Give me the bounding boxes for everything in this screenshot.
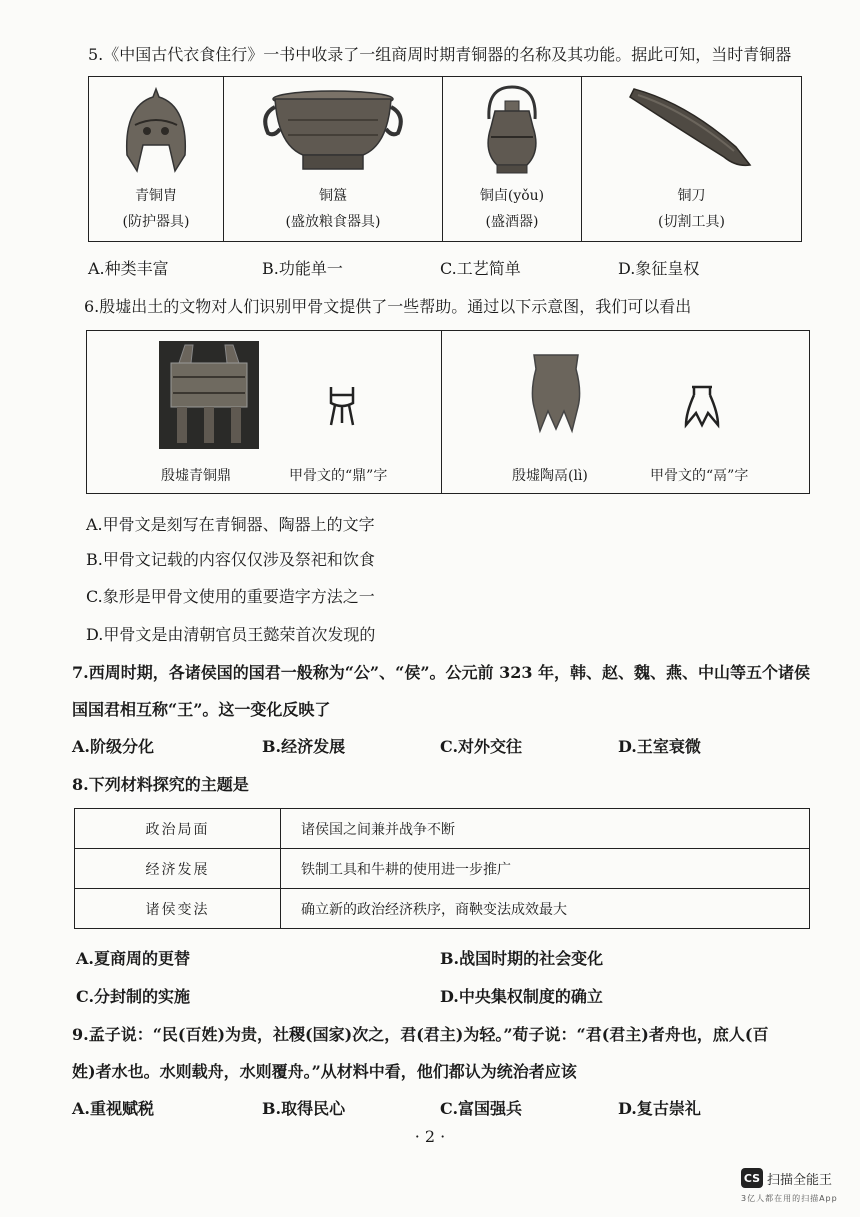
q8-option-d: D.中央集权制度的确立	[440, 987, 603, 1006]
q5-option-d: D.象征皇权	[618, 259, 700, 278]
q8-material-table	[74, 808, 810, 929]
q5-cell-knife	[582, 77, 801, 241]
question-7-stem-line2: 国国君相互称“王”。这一变化反映了	[72, 700, 331, 719]
bronze-you-image	[477, 81, 547, 177]
q8-option-c: C.分封制的实施	[76, 987, 191, 1006]
bronze-gui-image	[258, 85, 408, 175]
q5-item-function: (盛放粮食器具)	[285, 214, 381, 230]
q8-row-key: 诸侯变法	[75, 889, 281, 929]
q7-option-c: C.对外交往	[440, 737, 523, 756]
q8-row-value: 确立新的政治经济秩序，商鞅变法成效最大	[281, 889, 810, 929]
q8-option-b: B.战国时期的社会变化	[440, 949, 604, 968]
q8-row-value: 铁制工具和牛耕的使用进一步推广	[281, 849, 810, 889]
q6-option-c: C.象形是甲骨文使用的重要造字方法之一	[86, 587, 375, 606]
q5-option-c: C.工艺简单	[440, 259, 521, 278]
q5-item-function: (防护器具)	[122, 214, 190, 230]
oracle-ding-glyph	[325, 383, 359, 429]
q8-row-key: 经济发展	[75, 849, 281, 889]
page-number: · 2 ·	[414, 1127, 446, 1146]
q6-option-b: B.甲骨文记载的内容仅仅涉及祭祀和饮食	[86, 550, 375, 569]
bronze-helmet-image	[121, 85, 191, 175]
question-6-stem: 6.殷墟出土的文物对人们识别甲骨文提供了一些帮助。通过以下示意图，我们可以看出	[84, 297, 692, 316]
q8-option-a: A.夏商周的更替	[76, 949, 190, 968]
q9-option-d: D.复古崇礼	[618, 1099, 701, 1118]
q5-cell-you	[443, 77, 582, 241]
q9-option-b: B.取得民心	[262, 1099, 346, 1118]
q5-cell-gui	[224, 77, 443, 241]
bronze-ding-image	[159, 341, 259, 449]
question-5-stem: 5.《中国古代衣食住行》一书中收录了一组商周时期青铜器的名称及其功能。据此可知，当时青铜器	[88, 45, 792, 64]
q5-cell-helmet	[89, 77, 224, 241]
q8-row-key: 政治局面	[75, 809, 281, 849]
q5-item-function: (切割工具)	[658, 214, 725, 230]
table-row	[75, 889, 810, 929]
scanner-app-name: 扫描全能王	[767, 1172, 833, 1188]
q5-item-name: 铜簋	[319, 188, 347, 204]
q6-caption-ding: 殷墟青铜鼎	[161, 468, 231, 484]
q6-caption-ding-glyph: 甲骨文的“鼎”字	[289, 468, 388, 484]
table-row	[75, 809, 810, 849]
q6-panel-li	[442, 331, 807, 493]
scanner-logo-icon: CS	[741, 1168, 763, 1188]
q7-option-d: D.王室衰微	[618, 737, 701, 756]
q6-caption-li: 殷墟陶鬲(lì)	[512, 468, 588, 484]
q9-option-c: C.富国强兵	[440, 1099, 523, 1118]
q6-caption-li-glyph: 甲骨文的“鬲”字	[650, 468, 749, 484]
q5-item-name: 青铜胄	[135, 188, 177, 204]
q9-option-a: A.重视赋税	[72, 1099, 154, 1118]
scanner-tagline: 3亿人都在用的扫描App	[741, 1194, 838, 1203]
q6-option-a: A.甲骨文是刻写在青铜器、陶器上的文字	[86, 515, 375, 534]
question-8-stem: 8.下列材料探究的主题是	[72, 775, 249, 794]
q8-row-value: 诸侯国之间兼并战争不断	[281, 809, 810, 849]
q6-panel-ding	[87, 331, 442, 493]
q7-option-b: B.经济发展	[262, 737, 346, 756]
q6-artifact-table	[86, 330, 810, 494]
bronze-knife-image	[626, 83, 756, 173]
table-row	[75, 849, 810, 889]
q6-option-d: D.甲骨文是由清朝官员王懿荣首次发现的	[86, 625, 376, 644]
oracle-li-glyph	[682, 383, 722, 429]
question-9-stem-line2: 姓)者水也。水则载舟，水则覆舟。”从材料中看，他们都认为统治者应该	[72, 1062, 577, 1081]
q5-item-name: 铜卣(yǒu)	[479, 188, 545, 204]
q5-option-a: A.种类丰富	[88, 259, 169, 278]
question-7-stem-line1: 7.西周时期，各诸侯国的国君一般称为“公”、“侯”。公元前 323 年，韩、赵、魏、燕、中山等五个诸侯	[72, 663, 811, 682]
q5-item-function: (盛酒器)	[485, 214, 539, 230]
q5-bronze-table	[88, 76, 802, 242]
q5-item-name: 铜刀	[677, 188, 706, 204]
pottery-li-image	[528, 351, 584, 435]
q7-option-a: A.阶级分化	[72, 737, 154, 756]
scanner-watermark	[741, 1168, 832, 1188]
question-9-stem-line1: 9.孟子说：“民(百姓)为贵，社稷(国家)次之，君(君主)为轻。”荀子说：“君(君主)者舟也，庶人(百	[72, 1025, 769, 1044]
q5-option-b: B.功能单一	[262, 259, 343, 278]
